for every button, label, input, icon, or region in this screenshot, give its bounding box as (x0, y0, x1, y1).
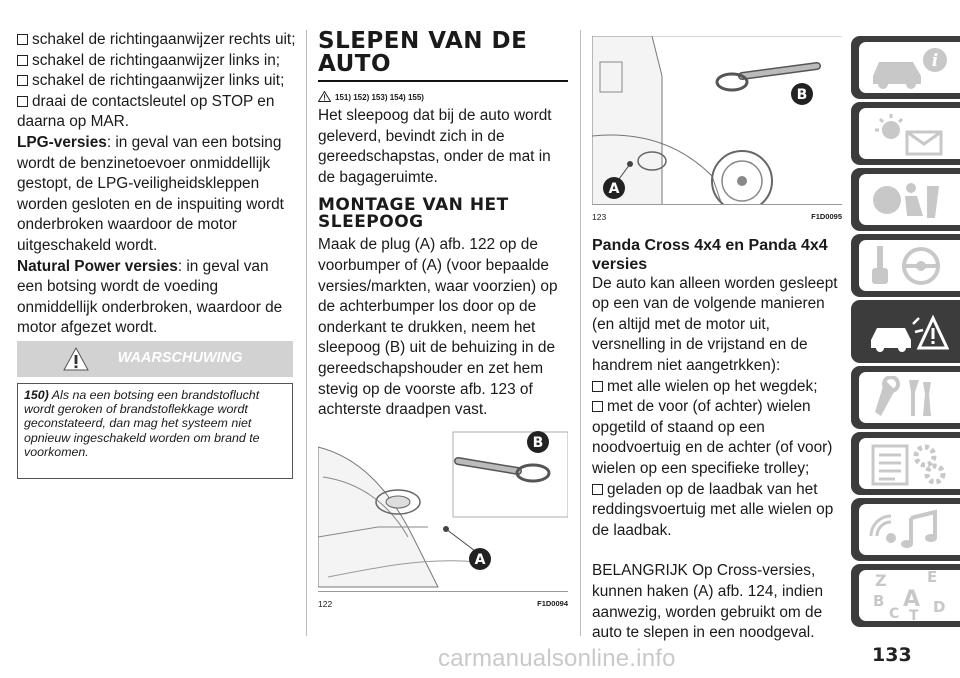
warning-box (17, 383, 293, 479)
warning-lights-mail-icon (869, 112, 949, 156)
warning-references: 151) 152) 153) 154) 155) (318, 88, 570, 100)
warning-triangle-icon (318, 91, 331, 102)
intro-paragraph: Het sleepoog dat bij de auto wordt geleverd, bevindt zich in de gereedschapstas, onder de mat in de bagageruimte. (318, 107, 552, 186)
figure-123-illustration (592, 36, 842, 205)
tab-technical-data[interactable] (851, 432, 960, 495)
label-b: B (532, 434, 544, 451)
svg-text:Z: Z (875, 571, 887, 590)
checkbox-bullet-icon (17, 55, 28, 66)
warning-title: WAARSCHUWING (117, 350, 243, 366)
alphabet-index-icon (869, 568, 949, 620)
list-item: draai de contactsleutel op STOP en daarna op MAR. (17, 92, 275, 131)
versions-heading: Panda Cross 4x4 en Panda 4x4 versies (592, 236, 828, 273)
svg-text:C: C (889, 606, 900, 620)
warning-number: 150) (24, 388, 49, 402)
figure-number: 122 (318, 598, 333, 609)
checkbox-bullet-icon (592, 401, 603, 412)
tab-index[interactable] (851, 564, 960, 627)
checkbox-bullet-icon (592, 381, 603, 392)
list-item: met alle wielen op het wegdek; (592, 377, 842, 398)
label-a: A (474, 551, 486, 568)
svg-text:B: B (873, 592, 885, 610)
list-item: geladen op de laadbak van het reddingsvoertuig met alle wielen op de laadbak. (592, 480, 834, 539)
tab-starting-driving[interactable] (851, 234, 960, 297)
figure-code: F1D0095 (811, 212, 842, 221)
warning-header (17, 341, 293, 377)
column-divider (580, 30, 581, 636)
figure-123 (592, 36, 842, 205)
page-number: 133 (872, 644, 912, 666)
column-1 (17, 30, 297, 339)
lpg-paragraph: LPG-versies: in geval van een botsing wordt de benzinetoevoer onmiddellijk gestopt, de LPG-veiligheidskleppen worden gesloten en de inspuiting wordt onderbroken waardoor de motor uitgeschakeld wordt. (17, 133, 284, 254)
key-steering-wheel-icon (869, 244, 949, 288)
tab-in-an-emergency[interactable] (851, 300, 960, 363)
spec-sheet-gear-icon (869, 442, 949, 486)
list-item: schakel de richtingaanwijzer rechts uit; (17, 30, 297, 51)
body-paragraph: Maak de plug (A) afb. 122 op de voorbumper of (A) (voor bepaalde versies/markten, waar voorzien) op de achterbumper los door op de onderkant te drukken, neem het sleepoog (B) uit de behuizing in de gereedschapshouder en zet hem stevig op de voorste afb. 123 of achterste draadpen vast. (318, 236, 558, 419)
warning-text: Als na een botsing een brandstoflucht wordt geroken of brandstoflekkage wordt geconstateerd, dan mag het systeem niet opnieuw ingeschakeld worden om brand te voorkomen. (24, 388, 260, 459)
label-b: B (796, 87, 808, 103)
column-3 (592, 30, 842, 644)
tab-multimedia[interactable] (851, 498, 960, 561)
towing-intro: De auto kan alleen worden gesleept op een van de volgende manieren (en altijd met de motor uit, versnelling in de vrijstand en de handrem niet aangetrkken): (592, 274, 838, 374)
list-item: schakel de richtingaanwijzer links uit; (17, 71, 297, 92)
svg-text:D: D (933, 598, 946, 616)
important-note: BELANGRIJK Op Cross-versies, kunnen haken (A) afb. 124, indien aanwezig, worden gebruikt om de auto te slepen in een noodgeval. (592, 562, 824, 642)
airbag-seat-icon (869, 178, 949, 222)
svg-text:i: i (931, 51, 939, 71)
figure-number: 123 (592, 212, 607, 222)
tools-icon (869, 376, 949, 420)
checkbox-bullet-icon (17, 34, 28, 45)
tab-warning-lights[interactable] (851, 102, 960, 165)
figure-122-illustration (318, 427, 568, 592)
svg-text:E: E (927, 568, 938, 586)
svg-text:A: A (903, 587, 921, 612)
column-2 (318, 30, 570, 614)
list-item: schakel de richtingaanwijzer links in; (17, 51, 297, 72)
figure-122 (318, 427, 568, 592)
figure-code: F1D0094 (537, 598, 568, 608)
watermark: carmanualsonline.info (438, 645, 676, 672)
tab-maintenance[interactable] (851, 366, 960, 429)
list-item: met de voor (of achter) wielen opgetild of staand op een noodvoertuig en de achter (of voor) wielen op een specifieke trolley; (592, 398, 833, 477)
figure-caption (318, 592, 568, 615)
checkbox-bullet-icon (17, 75, 28, 86)
natural-power-paragraph: Natural Power versies: in geval van een botsing wordt de voeding onmiddellijk onderbroken, waardoor de motor afgezet wordt. (17, 257, 283, 337)
media-music-icon (869, 508, 949, 552)
checkbox-bullet-icon (592, 484, 603, 495)
section-title: SLEPEN VAN DE AUTO (318, 28, 528, 77)
subsection-title: MONTAGE VAN HET SLEEPOOG (318, 195, 509, 233)
car-info-icon (869, 46, 949, 90)
tab-car-info[interactable] (851, 36, 960, 99)
label-a: A (608, 181, 620, 197)
svg-text:T: T (909, 608, 919, 620)
title-rule (318, 80, 568, 82)
checkbox-bullet-icon (17, 96, 28, 107)
column-divider (306, 30, 307, 636)
figure-caption (592, 205, 842, 228)
tab-safety[interactable] (851, 168, 960, 231)
car-crash-warning-icon (869, 310, 949, 354)
